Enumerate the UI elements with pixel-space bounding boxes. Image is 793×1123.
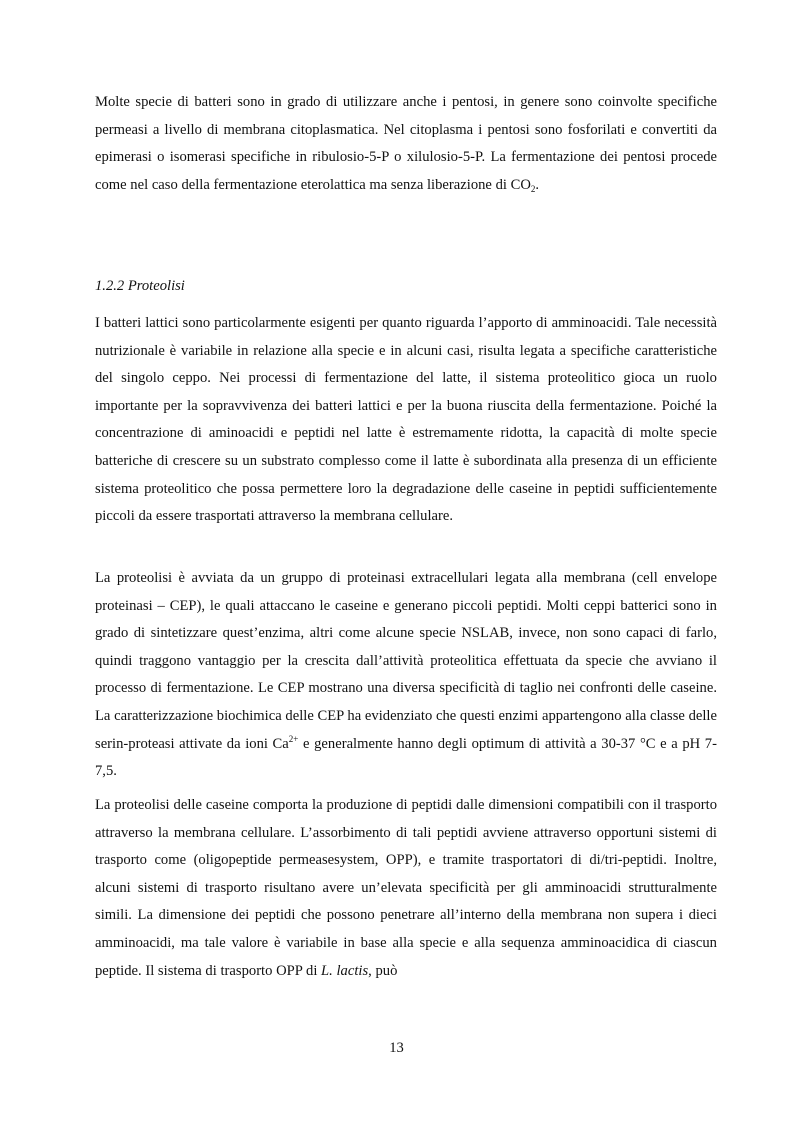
paragraph-trasporto-end: , può <box>368 962 398 979</box>
paragraph-proteolisi-cep <box>95 565 717 786</box>
paragraph-trasporto-text: La proteolisi delle caseine comporta la produzione di peptidi dalle dimensioni compatibili con il trasporto attraverso la membrana cellulare. L’assorbimento di tali peptidi avviene attraverso opportuni sistemi di trasporto come (oligopeptide permeasesystem, OPP), e tramite trasportatori di di/tri-peptidi. Inoltre, alcuni sistemi di trasporto risultano avere un’elevata specificità per gli amminoacidi strutturalmente simili. La dimensione dei peptidi che possono penetrare all’interno della membrana non supera i dieci amminoacidi, ma tale valore è variabile in base alla specie e alla sequenza amminoacidica di ciascun peptide. Il sistema di trasporto OPP di <box>95 797 717 979</box>
species-name: L. lactis <box>321 962 369 979</box>
paragraph-pentosi <box>95 89 717 199</box>
paragraph-trasporto-peptidi <box>95 792 717 985</box>
ca-superscript: 2+ <box>288 733 299 744</box>
co2-subscript: 2 <box>530 183 536 194</box>
paragraph-pentosi-text: Molte specie di batteri sono in grado di utilizzare anche i pentosi, in genere sono coinvolte specifiche permeasi a livello di membrana citoplasmatica. Nel citoplasma i pentosi sono fosforilati e convertiti da epimerasi o isomerasi specifiche in ribulosio-5-P o xilulosio-5-P. La fermentazione dei pentosi procede come nel caso della fermentazione eterolattica ma senza liberazione di CO <box>95 94 717 193</box>
paragraph-batteri-lattici: I batteri lattici sono particolarmente esigenti per quanto riguarda l’apporto di amminoacidi. Tale necessità nutrizionale è variabile in relazione alla specie e in alcuni casi, risulta legata a specifiche caratteristiche del singolo ceppo. Nei processi di fermentazione del latte, il sistema proteolitico gioca un ruolo importante per la sopravvivenza dei batteri lattici e per la buona riuscita della fermentazione. Poiché la concentrazione di aminoacidi e peptidi nel latte è estremamente ridotta, la capacità di molte specie batteriche di crescere su un substrato complesso come il latte è subordinata alla presenza di un efficiente sistema proteolitico che possa permettere loro la degradazione delle caseine in peptidi sufficientemente piccoli da essere trasportati attraverso la membrana cellulare. <box>95 315 717 525</box>
paragraph-cep-text: La proteolisi è avviata da un gruppo di proteinasi extracellulari legata alla membrana (cell envelope proteinasi – CEP), le quali attaccano le caseine e generano piccoli peptidi. Molti ceppi batterici sono in grado di sintetizzare quest’enzima, altri come alcune specie NSLAB, invece, non sono capaci di farlo, quindi traggono vantaggio per la crescita dall’attività proteolitica effettuata da specie che avviano il processo di fermentazione. Le CEP mostrano una diversa specificità di taglio nei confronti delle caseine. La caratterizzazione biochimica delle CEP ha evidenziato che questi enzimi appartengono alla classe delle serin-proteasi attivate da ioni Ca <box>95 570 717 752</box>
paragraph-pentosi-end: . <box>535 176 540 193</box>
section-heading: 1.2.2 Proteolisi <box>95 278 185 294</box>
paragraph-cep-end: e generalmente hanno degli optimum di attività a 30-37 °C e a pH 7-7,5. <box>95 735 717 780</box>
page-number: 13 <box>389 1040 404 1056</box>
